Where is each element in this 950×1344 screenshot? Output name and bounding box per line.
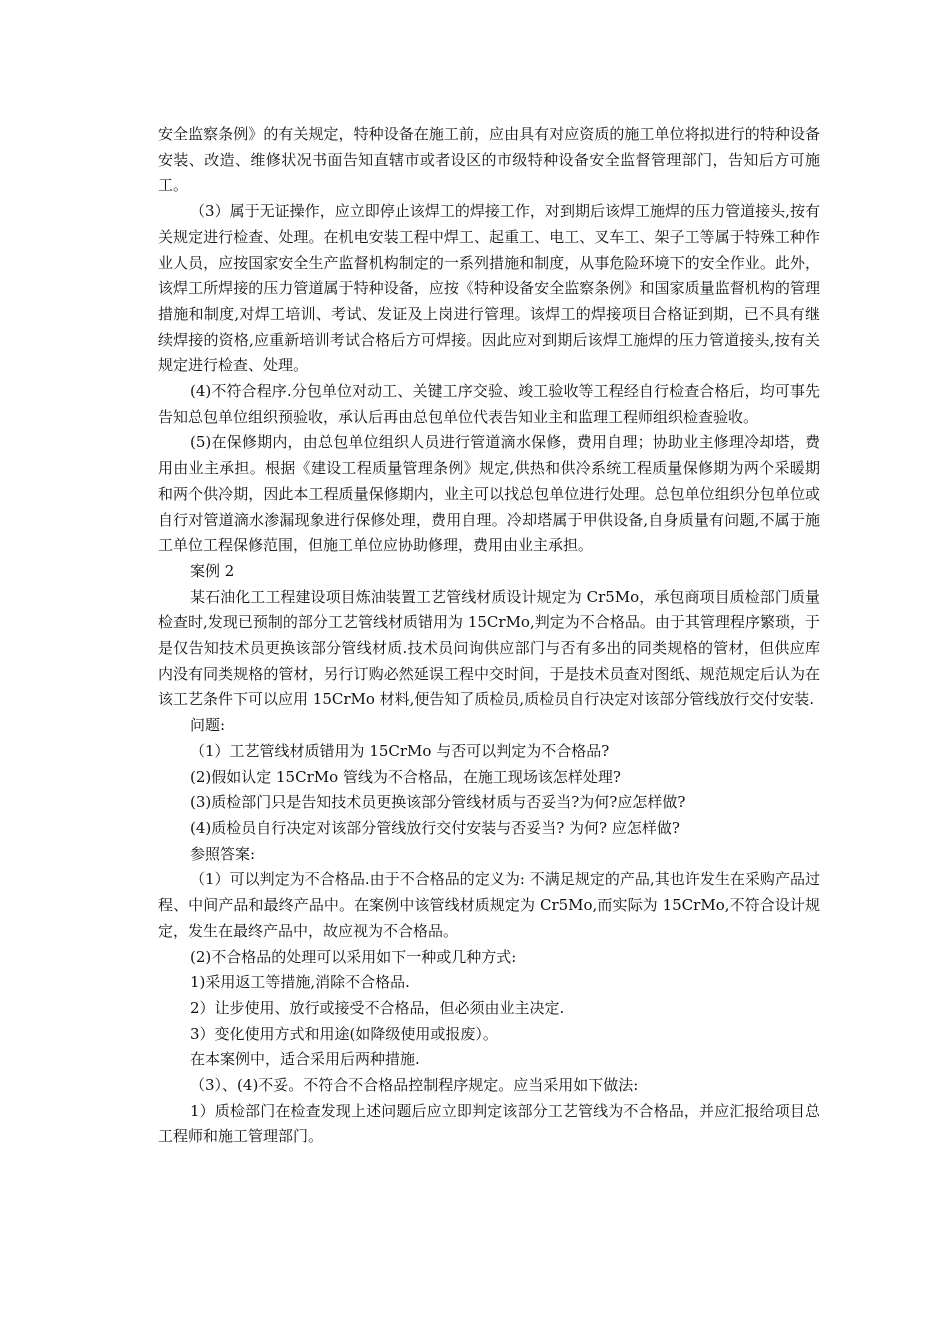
answer-1: （1）可以判定为不合格品.由于不合格品的定义为: 不满足规定的产品,其也许发生在采购产品过程、中间产品和最终产品中。在案例中该管线材质规定为 Cr5Mo,而实际为 15CrMo,不符合设计规定，发生在最终产品中，故应视为不合格品。: [158, 870, 820, 940]
paragraph-answer-3: （3）属于无证操作，应立即停止该焊工的焊接工作，对到期后该焊工施焊的压力管道接头,按有关规定进行检查、处理。在机电安装工程中焊工、起重工、电工、叉车工、架子工等属于特殊工种作业人员，应按国家安全生产监督机构制定的一系列措施和制度，从事危险环境下的安全作业。此外，该焊工所焊接的压力管道属于特种设备，应按《特种设备安全监察条例》和国家质量监督机构的管理措施和制度,对焊工培训、考试、发证及上岗进行管理。该焊工的焊接项目合格证到期，已不具有继续焊接的资格,应重新培训考试合格后方可焊接。因此应对到期后该焊工施焊的压力管道接头,按有关规定进行检查、处理。: [158, 202, 820, 375]
case-heading: 案例 2: [190, 561, 235, 580]
question-1: （1）工艺管线材质错用为 15CrMo 与否可以判定为不合格品?: [190, 741, 610, 760]
paragraph-answer-5: (5)在保修期内，由总包单位组织人员进行管道滴水保修，费用自理；协助业主修理冷却塔，费用由业主承担。根据《建设工程质量管理条例》规定,供热和供冷系统工程质量保修期为两个采暖期和两个供冷期，因此本工程质量保修期内，业主可以找总包单位进行处理。总包单位组织分包单位或自行对管道滴水渗漏现象进行保修处理，费用自理。冷却塔属于甲供设备,自身质量有问题,不属于施工单位工程保修范围，但施工单位应协助修理，费用由业主承担。: [158, 433, 820, 555]
answer-3-4: （3）、(4)不妥。不符合不合格品控制程序规定。应当采用如下做法:: [190, 1076, 639, 1095]
answer-2-item-3: 3）变化使用方式和用途(如降级使用或报废）。: [190, 1024, 498, 1043]
case-description: 某石油化工工程建设项目炼油装置工艺管线材质设计规定为 Cr5Mo，承包商项目质检部门质量检查时,发现已预制的部分工艺管线材质错用为 15CrMo,判定为不合格品。由于其管理程序繁琐，于是仅告知技术员更换该部分管线材质.技术员问询供应部门与否有多出的同类规格的管材，但供应库内没有同类规格的管材，另行订购必然延误工程中交时间，于是技术员查对图纸、规范规定后认为在该工艺条件下可以应用 15CrMo 材料,便告知了质检员,质检员自行决定对该部分管线放行交付安装.: [158, 587, 820, 709]
answer-2-item-2: 2）让步使用、放行或接受不合格品，但必须由业主决定.: [190, 998, 565, 1017]
answer-2: (2)不合格品的处理可以采用如下一种或几种方式:: [190, 947, 517, 966]
answer-2-item-1: 1)采用返工等措施,消除不合格品.: [190, 973, 410, 992]
question-3: (3)质检部门只是告知技术员更换该部分管线材质与否妥当?为何?应怎样做?: [190, 793, 686, 812]
paragraph-continuation: 安全监察条例》的有关规定，特种设备在施工前，应由具有对应资质的施工单位将拟进行的特种设备安装、改造、维修状况书面告知直辖市或者设区的市级特种设备安全监督管理部门，告知后方可施工。: [158, 125, 820, 195]
answers-heading: 参照答案:: [190, 844, 256, 863]
answer-3-4-item-1: 1）质检部门在检查发现上述问题后应立即判定该部分工艺管线为不合格品，并应汇报给项目总工程师和施工管理部门。: [158, 1101, 820, 1146]
question-2: (2)假如认定 15CrMo 管线为不合格品，在施工现场该怎样处理?: [190, 767, 621, 786]
question-4: (4)质检员自行决定对该部分管线放行交付安装与否妥当? 为何? 应怎样做?: [190, 818, 680, 837]
answer-2-conclusion: 在本案例中，适合采用后两种措施.: [190, 1050, 420, 1069]
questions-heading: 问题:: [190, 716, 226, 735]
paragraph-answer-4: (4)不符合程序.分包单位对动工、关键工序交验、竣工验收等工程经自行检查合格后，均可事先告知总包单位组织预验收，承认后再由总包单位代表告知业主和监理工程师组织检查验收。: [158, 382, 820, 426]
